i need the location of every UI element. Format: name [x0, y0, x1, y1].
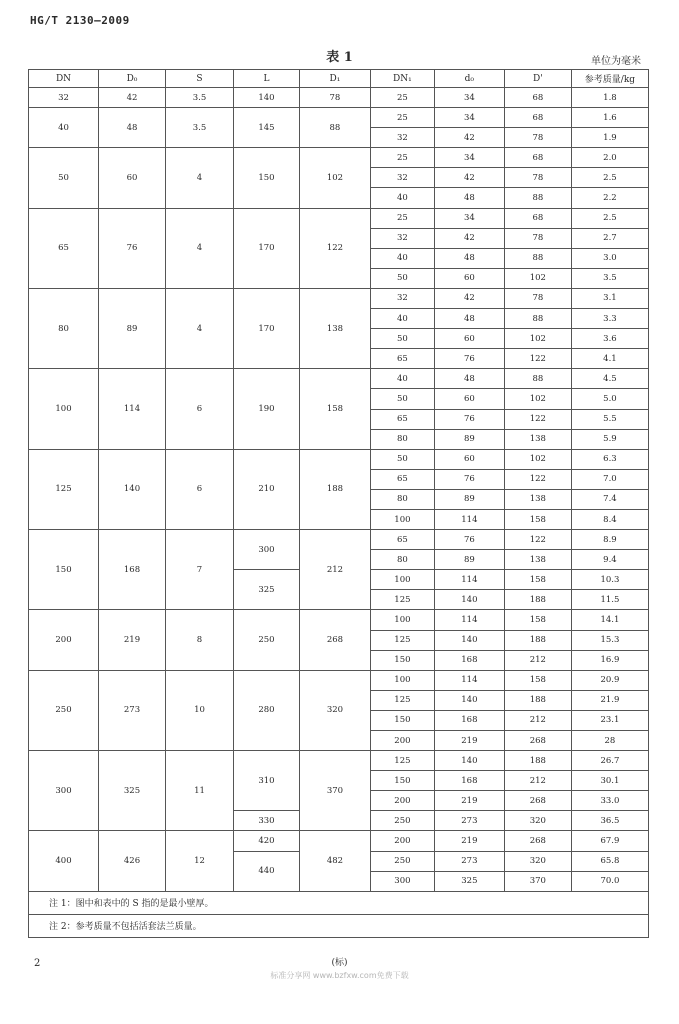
cell-mass: 9.4	[571, 550, 648, 570]
cell-d0-branch: 60	[434, 329, 504, 349]
cell-d0-branch: 89	[434, 489, 504, 509]
cell-d0: 426	[99, 831, 166, 891]
table-row	[29, 208, 649, 228]
cell-d-prime: 158	[504, 570, 571, 590]
cell-mass: 2.2	[571, 188, 648, 208]
cell-d-prime: 268	[504, 731, 571, 751]
cell-mass: 8.9	[571, 530, 648, 550]
cell-mass: 4.5	[571, 369, 648, 389]
cell-d-prime: 268	[504, 791, 571, 811]
table-row	[29, 610, 649, 630]
cell-d0-branch: 42	[434, 288, 504, 308]
cell-l: 140	[233, 88, 299, 108]
cell-d-prime: 158	[504, 610, 571, 630]
cell-s: 6	[165, 449, 233, 529]
cell-dn: 80	[29, 288, 99, 368]
cell-d0-branch: 273	[434, 811, 504, 831]
table-row	[29, 148, 649, 168]
cell-d0: 89	[99, 288, 166, 368]
cell-dn1: 25	[370, 88, 434, 108]
cell-l: 150	[233, 148, 299, 208]
cell-d0-branch: 34	[434, 148, 504, 168]
cell-d-prime: 138	[504, 489, 571, 509]
cell-mass: 3.1	[571, 288, 648, 308]
cell-dn1: 40	[370, 309, 434, 329]
cell-mass: 70.0	[571, 871, 648, 891]
cell-dn1: 50	[370, 449, 434, 469]
cell-s: 3.5	[165, 108, 233, 148]
cell-mass: 14.1	[571, 610, 648, 630]
footer-mark: (标)	[331, 958, 348, 968]
table-row	[29, 108, 649, 128]
cell-dn1: 125	[370, 751, 434, 771]
cell-mass: 26.7	[571, 751, 648, 771]
cell-d-prime: 102	[504, 449, 571, 469]
cell-mass: 67.9	[571, 831, 648, 851]
cell-dn1: 50	[370, 268, 434, 288]
cell-dn: 65	[29, 208, 99, 288]
cell-dn1: 25	[370, 148, 434, 168]
cell-dn1: 50	[370, 389, 434, 409]
cell-mass: 65.8	[571, 851, 648, 871]
cell-dn1: 65	[370, 530, 434, 550]
cell-dn1: 40	[370, 369, 434, 389]
cell-l: 420	[233, 831, 299, 851]
cell-s: 4	[165, 148, 233, 208]
cell-d0-branch: 34	[434, 88, 504, 108]
cell-d0: 325	[99, 751, 166, 831]
cell-dn1: 32	[370, 288, 434, 308]
cell-d0-branch: 48	[434, 188, 504, 208]
cell-d0-branch: 114	[434, 670, 504, 690]
cell-s: 6	[165, 369, 233, 449]
cell-s: 12	[165, 831, 233, 891]
table-row	[29, 831, 649, 851]
cell-dn1: 100	[370, 670, 434, 690]
table-row	[29, 670, 649, 690]
cell-d0-branch: 34	[434, 108, 504, 128]
col-header: D₀	[99, 70, 166, 88]
cell-d-prime: 88	[504, 188, 571, 208]
cell-dn1: 25	[370, 108, 434, 128]
cell-mass: 33.0	[571, 791, 648, 811]
cell-dn1: 80	[370, 429, 434, 449]
cell-l: 280	[233, 670, 299, 750]
cell-dn1: 100	[370, 509, 434, 529]
cell-d-prime: 88	[504, 369, 571, 389]
cell-d0-branch: 48	[434, 309, 504, 329]
table-row	[29, 751, 649, 771]
table-caption: 表 1	[326, 50, 353, 65]
cell-dn1: 65	[370, 469, 434, 489]
cell-d-prime: 158	[504, 670, 571, 690]
cell-dn1: 80	[370, 550, 434, 570]
cell-mass: 6.3	[571, 449, 648, 469]
cell-d1: 188	[299, 449, 370, 529]
cell-d1: 370	[299, 751, 370, 831]
cell-s: 11	[165, 751, 233, 831]
cell-d0-branch: 60	[434, 268, 504, 288]
cell-dn1: 250	[370, 811, 434, 831]
cell-mass: 2.5	[571, 208, 648, 228]
cell-d-prime: 68	[504, 208, 571, 228]
cell-d-prime: 188	[504, 630, 571, 650]
cell-mass: 1.9	[571, 128, 648, 148]
table-row	[29, 88, 649, 108]
cell-d1: 138	[299, 288, 370, 368]
cell-mass: 5.9	[571, 429, 648, 449]
cell-d1: 320	[299, 670, 370, 750]
cell-s: 8	[165, 610, 233, 670]
col-header: DN₁	[370, 70, 434, 88]
cell-dn: 150	[29, 530, 99, 610]
cell-d0: 140	[99, 449, 166, 529]
cell-l: 190	[233, 369, 299, 449]
col-header: D'	[504, 70, 571, 88]
cell-l: 325	[233, 570, 299, 610]
cell-mass: 3.6	[571, 329, 648, 349]
cell-mass: 2.7	[571, 228, 648, 248]
cell-d0-branch: 114	[434, 570, 504, 590]
cell-mass: 2.0	[571, 148, 648, 168]
unit-label: 单位为毫米	[591, 56, 641, 67]
cell-d-prime: 158	[504, 509, 571, 529]
cell-dn1: 100	[370, 570, 434, 590]
cell-d1: 88	[299, 108, 370, 148]
cell-d-prime: 68	[504, 148, 571, 168]
cell-d0: 114	[99, 369, 166, 449]
table-row	[29, 449, 649, 469]
cell-dn1: 150	[370, 710, 434, 730]
cell-mass: 36.5	[571, 811, 648, 831]
standard-code: HG/T 2130—2009	[30, 14, 130, 27]
cell-d-prime: 212	[504, 650, 571, 670]
cell-d-prime: 102	[504, 268, 571, 288]
cell-mass: 7.4	[571, 489, 648, 509]
cell-d-prime: 68	[504, 88, 571, 108]
cell-mass: 3.0	[571, 248, 648, 268]
cell-d0-branch: 168	[434, 650, 504, 670]
cell-d-prime: 88	[504, 309, 571, 329]
cell-d-prime: 138	[504, 429, 571, 449]
col-header: D₁	[299, 70, 370, 88]
cell-dn1: 65	[370, 409, 434, 429]
cell-d-prime: 78	[504, 128, 571, 148]
cell-dn1: 32	[370, 128, 434, 148]
cell-d1: 122	[299, 208, 370, 288]
cell-s: 7	[165, 530, 233, 610]
cell-d-prime: 122	[504, 409, 571, 429]
cell-d-prime: 88	[504, 248, 571, 268]
col-header: S	[165, 70, 233, 88]
cell-dn1: 32	[370, 228, 434, 248]
cell-d-prime: 188	[504, 751, 571, 771]
cell-dn1: 125	[370, 690, 434, 710]
cell-d0-branch: 114	[434, 610, 504, 630]
cell-mass: 23.1	[571, 710, 648, 730]
cell-mass: 4.1	[571, 349, 648, 369]
cell-dn1: 250	[370, 851, 434, 871]
cell-mass: 3.3	[571, 309, 648, 329]
cell-l: 145	[233, 108, 299, 148]
col-header: 参考质量/kg	[571, 70, 648, 88]
cell-dn1: 200	[370, 831, 434, 851]
cell-dn1: 200	[370, 731, 434, 751]
cell-d-prime: 212	[504, 710, 571, 730]
cell-l: 330	[233, 811, 299, 831]
col-header: L	[233, 70, 299, 88]
cell-dn1: 300	[370, 871, 434, 891]
cell-mass: 28	[571, 731, 648, 751]
cell-d0: 42	[99, 88, 166, 108]
cell-d-prime: 122	[504, 530, 571, 550]
cell-d0: 48	[99, 108, 166, 148]
cell-mass: 15.3	[571, 630, 648, 650]
cell-d0-branch: 273	[434, 851, 504, 871]
cell-d0-branch: 219	[434, 791, 504, 811]
cell-dn: 250	[29, 670, 99, 750]
cell-d1: 482	[299, 831, 370, 891]
cell-d-prime: 188	[504, 590, 571, 610]
cell-mass: 5.0	[571, 389, 648, 409]
cell-mass: 16.9	[571, 650, 648, 670]
table-note: 注 1：图中和表中的 S 指的是最小壁厚。	[29, 891, 649, 914]
cell-l: 210	[233, 449, 299, 529]
cell-dn1: 125	[370, 590, 434, 610]
cell-d1: 78	[299, 88, 370, 108]
cell-d-prime: 68	[504, 108, 571, 128]
cell-dn: 400	[29, 831, 99, 891]
cell-d1: 268	[299, 610, 370, 670]
cell-d1: 102	[299, 148, 370, 208]
cell-d-prime: 78	[504, 288, 571, 308]
table-row	[29, 288, 649, 308]
cell-d0-branch: 42	[434, 228, 504, 248]
cell-mass: 2.5	[571, 168, 648, 188]
cell-d0-branch: 140	[434, 590, 504, 610]
cell-d0-branch: 76	[434, 409, 504, 429]
cell-mass: 21.9	[571, 690, 648, 710]
cell-d0: 219	[99, 610, 166, 670]
cell-d0-branch: 140	[434, 690, 504, 710]
cell-d0: 60	[99, 148, 166, 208]
cell-l: 440	[233, 851, 299, 891]
cell-d0-branch: 42	[434, 168, 504, 188]
cell-d-prime: 122	[504, 469, 571, 489]
cell-d0-branch: 34	[434, 208, 504, 228]
cell-dn: 50	[29, 148, 99, 208]
cell-l: 250	[233, 610, 299, 670]
cell-mass: 1.6	[571, 108, 648, 128]
cell-d0: 168	[99, 530, 166, 610]
cell-mass: 11.5	[571, 590, 648, 610]
cell-dn: 100	[29, 369, 99, 449]
cell-d0-branch: 114	[434, 509, 504, 529]
cell-d0-branch: 168	[434, 771, 504, 791]
cell-d-prime: 268	[504, 831, 571, 851]
cell-d-prime: 212	[504, 771, 571, 791]
cell-dn1: 32	[370, 168, 434, 188]
cell-mass: 3.5	[571, 268, 648, 288]
cell-d0-branch: 219	[434, 731, 504, 751]
table-row	[29, 530, 649, 550]
cell-dn: 300	[29, 751, 99, 831]
cell-dn1: 150	[370, 650, 434, 670]
table-header-row	[29, 70, 649, 88]
cell-s: 10	[165, 670, 233, 750]
cell-d0-branch: 140	[434, 630, 504, 650]
cell-d-prime: 138	[504, 550, 571, 570]
dimension-table	[28, 69, 649, 938]
cell-d-prime: 370	[504, 871, 571, 891]
col-header: DN	[29, 70, 99, 88]
cell-d0-branch: 42	[434, 128, 504, 148]
cell-d-prime: 188	[504, 690, 571, 710]
cell-dn1: 40	[370, 248, 434, 268]
watermark-text: 标准分享网 www.bzfxw.com免费下载	[270, 971, 409, 980]
cell-s: 4	[165, 288, 233, 368]
cell-d0-branch: 76	[434, 530, 504, 550]
cell-mass: 1.8	[571, 88, 648, 108]
cell-s: 4	[165, 208, 233, 288]
cell-dn1: 100	[370, 610, 434, 630]
cell-mass: 8.4	[571, 509, 648, 529]
cell-l: 310	[233, 751, 299, 811]
cell-dn: 200	[29, 610, 99, 670]
cell-d0-branch: 89	[434, 550, 504, 570]
cell-dn: 125	[29, 449, 99, 529]
cell-d1: 158	[299, 369, 370, 449]
cell-dn1: 40	[370, 188, 434, 208]
cell-dn: 40	[29, 108, 99, 148]
cell-dn1: 50	[370, 329, 434, 349]
cell-d0-branch: 48	[434, 248, 504, 268]
cell-mass: 7.0	[571, 469, 648, 489]
cell-d0-branch: 76	[434, 469, 504, 489]
cell-dn1: 150	[370, 771, 434, 791]
cell-d0-branch: 60	[434, 449, 504, 469]
cell-d0: 76	[99, 208, 166, 288]
cell-mass: 20.9	[571, 670, 648, 690]
cell-l: 170	[233, 288, 299, 368]
cell-d0: 273	[99, 670, 166, 750]
cell-d0-branch: 76	[434, 349, 504, 369]
cell-d0-branch: 219	[434, 831, 504, 851]
cell-d-prime: 102	[504, 329, 571, 349]
cell-mass: 10.3	[571, 570, 648, 590]
col-header: d₀	[434, 70, 504, 88]
cell-d0-branch: 89	[434, 429, 504, 449]
cell-l: 300	[233, 530, 299, 570]
cell-d1: 212	[299, 530, 370, 610]
cell-d0-branch: 140	[434, 751, 504, 771]
cell-s: 3.5	[165, 88, 233, 108]
cell-d-prime: 78	[504, 228, 571, 248]
cell-l: 170	[233, 208, 299, 288]
cell-dn1: 25	[370, 208, 434, 228]
cell-d-prime: 78	[504, 168, 571, 188]
table-note: 注 2：参考质量不包括活套法兰质量。	[29, 914, 649, 937]
cell-d-prime: 320	[504, 811, 571, 831]
cell-mass: 30.1	[571, 771, 648, 791]
cell-d0-branch: 325	[434, 871, 504, 891]
cell-d0-branch: 168	[434, 710, 504, 730]
cell-d-prime: 122	[504, 349, 571, 369]
cell-dn: 32	[29, 88, 99, 108]
cell-dn1: 65	[370, 349, 434, 369]
cell-d-prime: 102	[504, 389, 571, 409]
page-number: 2	[34, 958, 41, 969]
cell-dn1: 125	[370, 630, 434, 650]
table-row	[29, 369, 649, 389]
cell-d0-branch: 48	[434, 369, 504, 389]
cell-mass: 5.5	[571, 409, 648, 429]
cell-dn1: 200	[370, 791, 434, 811]
table-body	[29, 88, 649, 892]
cell-d0-branch: 60	[434, 389, 504, 409]
cell-dn1: 80	[370, 489, 434, 509]
cell-d-prime: 320	[504, 851, 571, 871]
